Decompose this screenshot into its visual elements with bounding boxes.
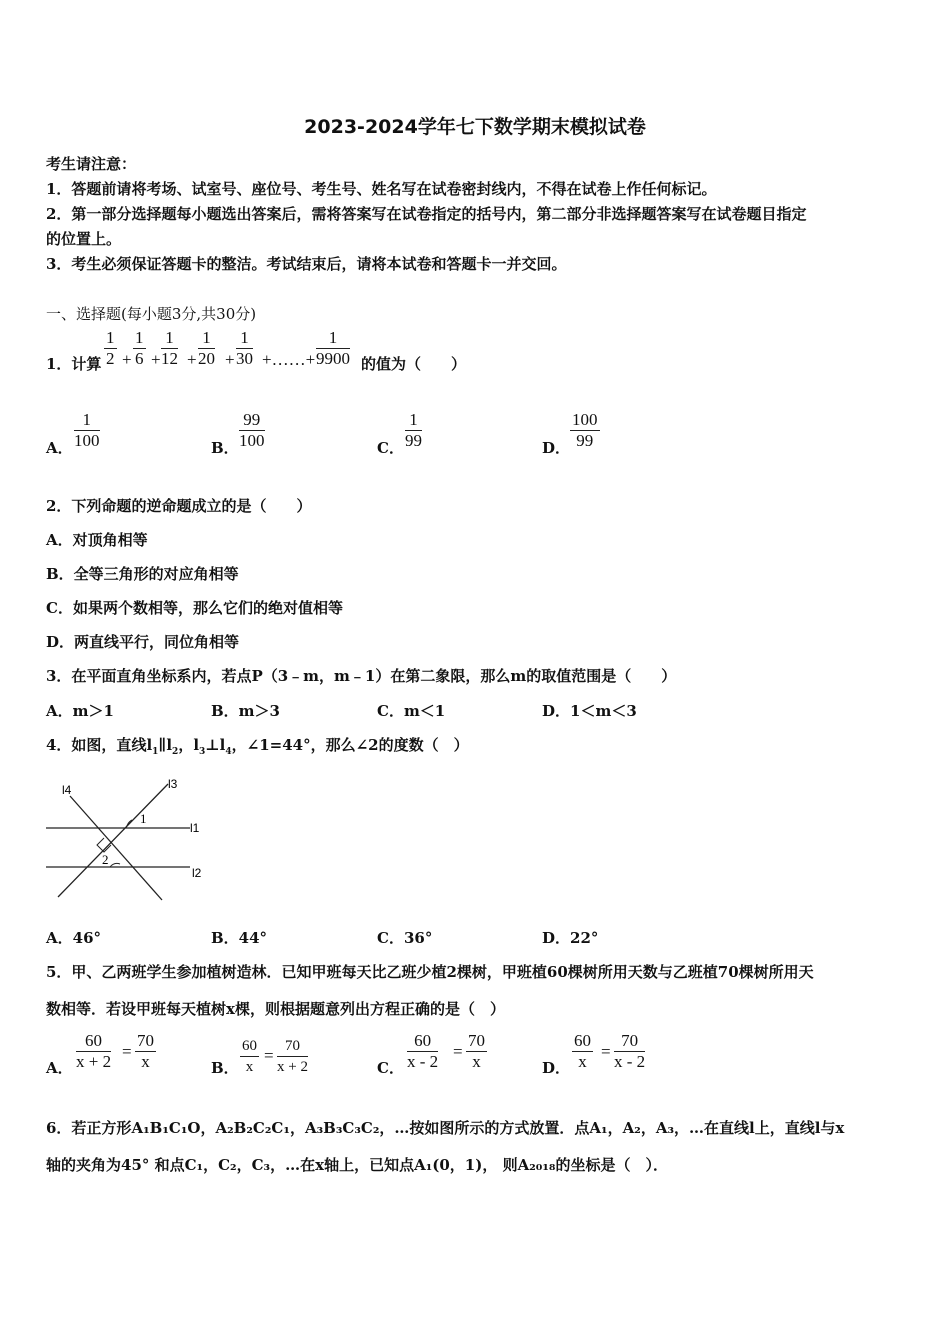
q4-option-d: D．22° <box>542 929 599 947</box>
label-angle2: 2 <box>102 852 109 867</box>
q5-option-c-left: $\frac{60}{x - 2}$ <box>407 1031 439 1071</box>
q1-term-2: $\frac{1}{6}$ <box>135 328 144 368</box>
q4-option-b: B．44° <box>211 929 268 947</box>
notice-item-2-cont: 的位置上。 <box>46 230 122 248</box>
q5-option-b-left: $\frac{60}{x}$ <box>242 1038 257 1075</box>
q1-term-3: $\frac{1}{12}$ <box>161 328 178 368</box>
label-l1: l1 <box>190 821 200 835</box>
q1-term-4: $\frac{1}{20}$ <box>198 328 215 368</box>
q1-plus-4: + <box>225 350 235 369</box>
q5-stem-line1: 5．甲、乙两班学生参加植树造林．已知甲班每天比乙班少植2棵树，甲班植60棵树所用天数与乙班植70棵树所用天 <box>46 963 814 981</box>
q1-option-d-label: D． <box>542 439 571 457</box>
q5-option-d-eq: = <box>601 1042 611 1061</box>
q1-term-6: $\frac{1}{9900}$ <box>316 328 350 368</box>
q2-option-d: D．两直线平行，同位角相等 <box>46 633 240 651</box>
q1-suffix: 的值为（ ） <box>361 355 467 373</box>
line-l4 <box>70 796 162 900</box>
q5-option-d-right: $\frac{70}{x - 2}$ <box>614 1031 646 1071</box>
notice-item-2: 2．第一部分选择题每小题选出答案后，需将答案写在试卷指定的括号内，第二部分非选择题答案写在试卷题目指定 <box>46 205 807 223</box>
q1-ellipsis: +……+ <box>262 350 316 369</box>
q5-option-a-right: $\frac{70}{x}$ <box>137 1031 154 1071</box>
q5-option-b-eq: = <box>264 1046 274 1065</box>
q3-option-b: B．m＞3 <box>211 702 280 720</box>
q5-option-c-label: C． <box>377 1059 404 1077</box>
q1-plus-1: + <box>122 350 132 369</box>
q6-line2: 轴的夹角为45° 和点C₁，C₂，C₃，…在x轴上，已知点A₁(0，1)， 则A₂₀₁₈的坐标是（ ）． <box>46 1156 668 1174</box>
q1-term-1: $\frac{1}{2}$ <box>106 328 115 368</box>
q1-option-b: $\frac{99}{100}$ <box>239 410 265 450</box>
q3-option-d: D．1＜m＜3 <box>542 702 637 720</box>
q5-option-d-label: D． <box>542 1059 571 1077</box>
q5-stem-line2: 数相等．若设甲班每天植树x棵，则根据题意列出方程正确的是（ ） <box>46 1000 505 1018</box>
q1-option-a-label: A． <box>46 439 73 457</box>
q4-stem: 4．如图，直线$l_1\parallel l_2$，$l_3\perp l_4$，∠1=44°，那么∠2的度数（ ） <box>46 736 469 757</box>
q1-option-d: $\frac{100}{99}$ <box>572 410 598 450</box>
page-title: 2023-2024学年七下数学期末模拟试卷 <box>304 116 646 138</box>
q5-option-a-eq: = <box>122 1042 132 1061</box>
q1-prefix: 1．计算 <box>46 355 102 373</box>
q5-option-d-left: $\frac{60}{x}$ <box>574 1031 591 1071</box>
q1-term-5: $\frac{1}{30}$ <box>236 328 253 368</box>
q1-plus-3: + <box>187 350 197 369</box>
q5-option-c-right: $\frac{70}{x}$ <box>468 1031 485 1071</box>
label-l2: l2 <box>192 866 202 880</box>
q4-option-a: A．46° <box>46 929 102 947</box>
q2-stem: 2．下列命题的逆命题成立的是（ ） <box>46 497 312 515</box>
label-l4: l4 <box>62 783 72 797</box>
q1-option-c-label: C． <box>377 439 404 457</box>
q6-line1: 6．若正方形A₁B₁C₁O，A₂B₂C₂C₁，A₃B₃C₃C₂，…按如图所示的方式放置．点A₁，A₂，A₃，…在直线l上，直线l与x <box>46 1119 845 1137</box>
q3-option-a: A．m＞1 <box>46 702 114 720</box>
q5-option-a-left: $\frac{60}{x + 2}$ <box>76 1031 112 1071</box>
q5-option-a-label: A． <box>46 1059 73 1077</box>
q5-option-b-label: B． <box>211 1059 239 1077</box>
q1-option-b-label: B． <box>211 439 239 457</box>
q4-option-c: C．36° <box>377 929 433 947</box>
q1-plus-2: + <box>151 350 161 369</box>
q2-option-a: A．对顶角相等 <box>46 531 148 549</box>
notice-heading: 考生请注意： <box>46 155 137 173</box>
q2-option-b: B．全等三角形的对应角相等 <box>46 565 239 583</box>
q5-option-b-right: $\frac{70}{x + 2}$ <box>277 1038 308 1075</box>
q2-option-c: C．如果两个数相等，那么它们的绝对值相等 <box>46 599 343 617</box>
notice-item-1: 1．答题前请将考场、试室号、座位号、考生号、姓名写在试卷密封线内，不得在试卷上作任何标记。 <box>46 180 717 198</box>
label-angle1: 1 <box>140 811 147 826</box>
q1-option-a: $\frac{1}{100}$ <box>74 410 100 450</box>
q5-option-c-eq: = <box>453 1042 463 1061</box>
q4-figure <box>44 772 214 902</box>
section-heading: 一、选择题(每小题3分,共30分) <box>46 305 257 323</box>
notice-item-3: 3．考生必须保证答题卡的整洁。考试结束后，请将本试卷和答题卡一并交回。 <box>46 255 567 273</box>
q1-option-c: $\frac{1}{99}$ <box>405 410 422 450</box>
label-l3: l3 <box>168 777 178 791</box>
q3-stem: 3．在平面直角坐标系内，若点P（3﹣m，m﹣1）在第二象限，那么m的取值范围是（ ） <box>46 667 677 685</box>
q3-option-c: C．m＜1 <box>377 702 446 720</box>
